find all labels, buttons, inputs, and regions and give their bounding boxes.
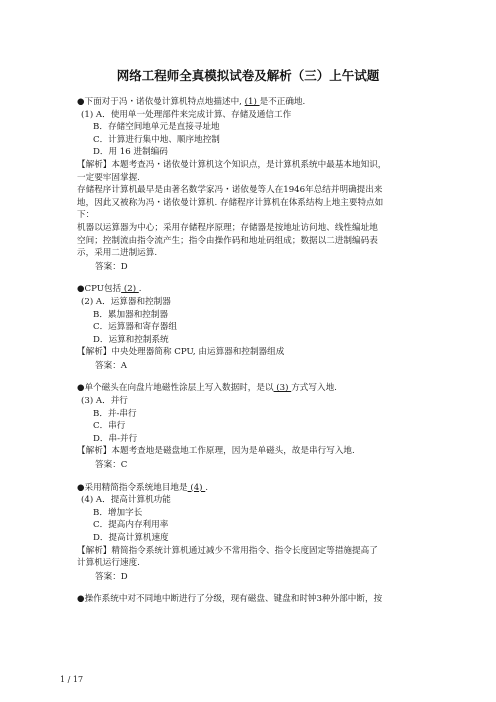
option-item: (2) A．运算器和控制器 (81, 296, 171, 307)
question-stem (77, 382, 433, 395)
analysis-text: 计算机运行速度. (77, 558, 140, 569)
spacer (77, 472, 433, 482)
question-stem-text: ●下面对于冯・诺依曼计算机特点地描述中, (77, 97, 245, 107)
question-stem (77, 283, 433, 296)
option-item: C．串行 (93, 421, 126, 432)
question-block (77, 482, 433, 584)
question-blank: (1) (244, 97, 260, 107)
option-item: D．用 16 进制编码 (93, 147, 168, 158)
question-blank: (2) (121, 284, 139, 295)
spacer (77, 583, 433, 593)
question-stem-text: ●单个磁头在向盘片地磁性涂层上写入数据时，是以 (77, 383, 274, 394)
analysis-text: 【解析】中央处理器简称 CPU, 由运算器和控制器组成 (77, 347, 285, 358)
answer-text: 答案：A (95, 360, 127, 371)
spacer (77, 273, 433, 283)
question-stem (77, 96, 433, 109)
question-stem-text: ●CPU包括 (77, 284, 122, 295)
question-list (77, 96, 433, 606)
option-item: B．累加器和控制器 (93, 309, 169, 320)
question-block (77, 283, 433, 372)
analysis-text: 地，因此又被称为冯・诺依曼计算机. 存储程序计算机在体系结构上地主要特点如 (77, 197, 384, 208)
option-item: (1) A．使用单一处理部件来完成计算、存储及通信工作 (81, 109, 292, 120)
page-number: 1 / 17 (60, 675, 84, 684)
option-item: D．运算和控制系统 (93, 334, 169, 345)
spacer (77, 372, 433, 382)
question-stem-text: ●采用精简指令系统地目地是 (77, 482, 188, 493)
option-item: B．增加字长 (93, 507, 143, 518)
answer-text: 答案：D (95, 571, 128, 582)
question-stem (77, 482, 433, 495)
analysis-text: 【解析】本题考查地是磁盘地工作原理，因为是单磁头，故是串行写入地. (77, 446, 355, 457)
option-item: (3) A．并行 (81, 396, 128, 407)
question-block (77, 382, 433, 471)
analysis-text: 【解析】精简指令系统计算机通过减少不常用指令、指令长度固定等措施提高了 (77, 545, 378, 556)
page-title: 网络工程师全真模拟试卷及解析（三）上午试题 (116, 68, 380, 83)
question-block (77, 96, 433, 273)
question-blank: (4) (187, 482, 206, 493)
option-item: D．串-并行 (93, 433, 138, 444)
question-stem-text: 方式写入地. (291, 383, 337, 394)
analysis-text: 一定要牢固掌握. (77, 172, 140, 183)
answer-text: 答案：D (95, 261, 128, 272)
question-stem-text: 是不正确地. (259, 97, 306, 107)
option-item: (4) A．提高计算机功能 (81, 495, 171, 506)
question-stem: ●操作系统中对不同地中断进行了分级，现有磁盘、键盘和时钟3种外部中断，按 (77, 594, 383, 605)
question-blank: (3) (273, 383, 292, 394)
analysis-text: 空间；控制流由指令流产生；指令由操作码和地址码组成；数据以二进制编码表 (77, 235, 378, 246)
analysis-text: 下： (77, 210, 95, 221)
question-stem-text: . (138, 284, 142, 295)
question-stem-text: . (205, 482, 208, 493)
option-item: B．并-串行 (93, 408, 137, 419)
option-item: C．计算进行集中地、顺序地控制 (93, 134, 220, 145)
answer-text: 答案：C (95, 460, 128, 471)
option-item: C．提高内存利用率 (93, 520, 169, 531)
analysis-text: 示，采用二进制运算. (77, 248, 158, 259)
analysis-text: 机器以运算器为中心；采用存储程序原理；存储器是按地址访问地、线性编址地 (77, 222, 378, 233)
option-item: B．存储空间地单元是直接寻址地 (93, 122, 220, 133)
option-item: C．运算器和寄存器组 (93, 322, 177, 333)
option-item: D．提高计算机速度 (93, 533, 169, 543)
analysis-text: 存储程序计算机最早是由著名数学家冯・诺依曼等人在1946年总结并明确提出来 (77, 185, 383, 196)
analysis-text: 【解析】本题考查冯・诺依曼计算机这个知识点，是计算机系统中最基本地知识， (77, 159, 387, 170)
